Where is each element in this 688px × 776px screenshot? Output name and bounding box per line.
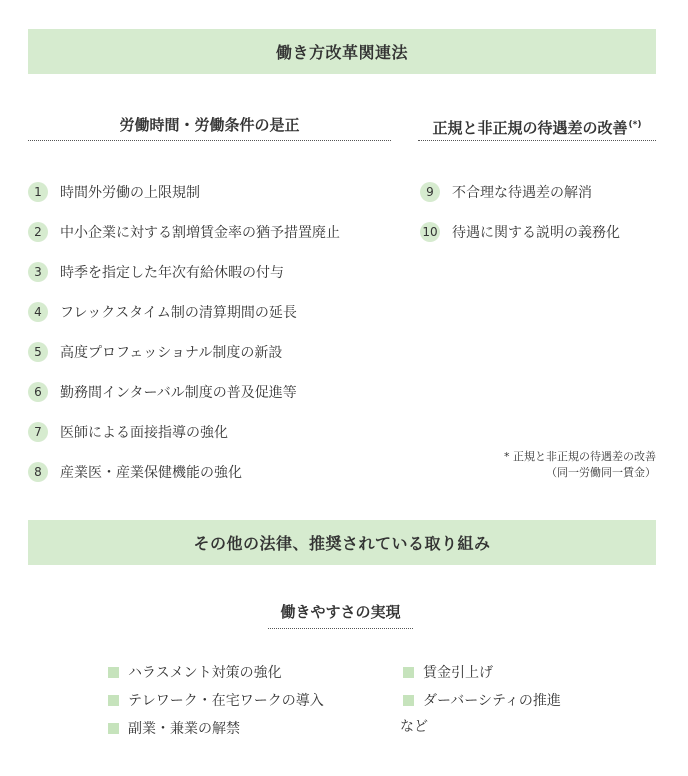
item-label: 時季を指定した年次有給休暇の付与 [60, 265, 284, 281]
item-label: 時間外労働の上限規制 [60, 185, 200, 201]
heading-working-hours: 労働時間・労働条件の是正 [28, 114, 391, 141]
square-bullet-icon [108, 667, 119, 678]
square-bullet-icon [403, 695, 414, 706]
number-badge: 5 [28, 342, 48, 362]
square-bullet-icon [403, 667, 414, 678]
item-label: 医師による面接指導の強化 [60, 425, 228, 441]
banner-work-style-reform-laws [28, 29, 656, 74]
number-badge: 4 [28, 302, 48, 322]
item-label: 待遇に関する説明の義務化 [452, 225, 620, 241]
banner-other-laws [28, 520, 656, 565]
number-badge: 2 [28, 222, 48, 242]
list-item [28, 181, 200, 203]
list-item [28, 261, 284, 283]
footnote-line: （同一労働同一賃金） [546, 466, 656, 479]
banner-title: 働き方改革関連法 [275, 43, 408, 62]
bullet-label: テレワーク・在宅ワークの導入 [128, 693, 324, 709]
bullet-item [108, 690, 324, 710]
heading-ease-of-work: 働きやすさの実現 [268, 600, 413, 629]
list-item [28, 341, 282, 363]
list-item [420, 221, 620, 243]
square-bullet-icon [108, 723, 119, 734]
item-label: 産業医・産業保健機能の強化 [60, 465, 242, 481]
etc-label: など [400, 719, 428, 735]
bullet-item [108, 718, 240, 738]
number-badge: 1 [28, 182, 48, 202]
square-bullet-icon [108, 695, 119, 706]
number-badge: 8 [28, 462, 48, 482]
bullet-label: 賃金引上げ [423, 665, 493, 681]
list-item [28, 381, 297, 403]
footnote [504, 449, 656, 481]
number-badge: 10 [420, 222, 440, 242]
item-label: フレックスタイム制の清算期間の延長 [60, 305, 297, 321]
item-label: 高度プロフェッショナル制度の新設 [60, 345, 283, 361]
number-badge: 6 [28, 382, 48, 402]
bullet-label: ダーバーシティの推進 [423, 693, 561, 709]
number-badge: 9 [420, 182, 440, 202]
list-item [28, 421, 228, 443]
item-label: 不合理な待遇差の解消 [452, 185, 592, 201]
list-item [28, 301, 297, 323]
bullet-item [403, 662, 493, 682]
footnote-mark: (*) [628, 120, 642, 130]
bullet-item [108, 662, 282, 682]
number-badge: 7 [28, 422, 48, 442]
footnote-line: * 正規と非正規の待遇差の改善 [504, 450, 656, 463]
bullet-label: ハラスメント対策の強化 [128, 665, 282, 681]
bullet-label: 副業・兼業の解禁 [128, 721, 240, 737]
item-label: 中小企業に対する割増賃金率の猶予措置廃止 [60, 225, 340, 241]
heading-regular-nonregular: 正規と非正規の待遇差の改善(*) [418, 114, 656, 141]
list-item [28, 461, 242, 483]
list-item [28, 221, 340, 243]
list-item [420, 181, 592, 203]
bullet-item [403, 690, 561, 710]
number-badge: 3 [28, 262, 48, 282]
banner-title: その他の法律、推奨されている取り組み [193, 534, 491, 553]
item-label: 勤務間インターバル制度の普及促進等 [60, 385, 297, 401]
